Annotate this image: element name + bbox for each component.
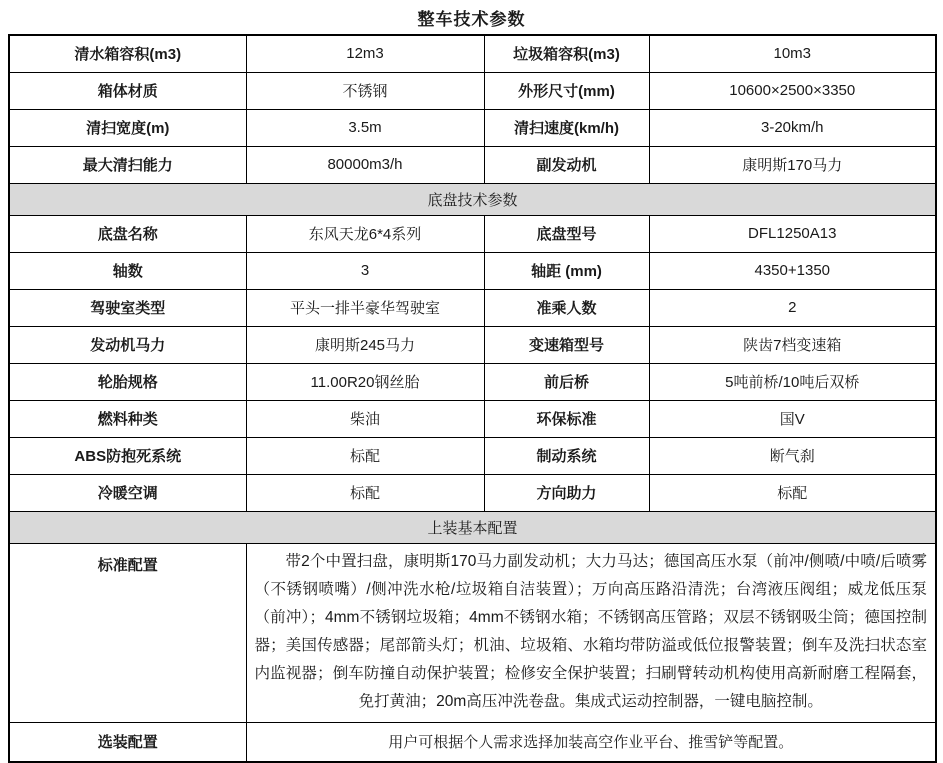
spec-label: 燃料种类: [9, 400, 246, 437]
spec-value: 柴油: [246, 400, 484, 437]
spec-label: 驾驶室类型: [9, 289, 246, 326]
optional-config-text: 用户可根据个人需求选择加装高空作业平台、推雪铲等配置。: [246, 722, 936, 762]
spec-value: 标配: [246, 474, 484, 511]
table-row: [9, 72, 936, 109]
table-row: [9, 437, 936, 474]
spec-value: 80000m3/h: [246, 146, 484, 183]
spec-value: 12m3: [246, 35, 484, 72]
table-row: [9, 326, 936, 363]
spec-label: 外形尺寸(mm): [484, 72, 649, 109]
spec-value: 4350+1350: [649, 252, 936, 289]
spec-value: 康明斯245马力: [246, 326, 484, 363]
table-row: [9, 474, 936, 511]
spec-value: 东风天龙6*4系列: [246, 215, 484, 252]
table-row: [9, 109, 936, 146]
spec-label: 发动机马力: [9, 326, 246, 363]
table-row: [9, 400, 936, 437]
spec-value: 国V: [649, 400, 936, 437]
spec-label: 底盘型号: [484, 215, 649, 252]
page-title: 整车技术参数: [417, 10, 526, 29]
optional-config-label: 选装配置: [9, 722, 246, 762]
table-row: [9, 252, 936, 289]
spec-value: DFL1250A13: [649, 215, 936, 252]
spec-label: 制动系统: [484, 437, 649, 474]
spec-label: 方向助力: [484, 474, 649, 511]
spec-label: 最大清扫能力: [9, 146, 246, 183]
spec-label: 准乘人数: [484, 289, 649, 326]
table-row: [9, 289, 936, 326]
spec-label: 前后桥: [484, 363, 649, 400]
spec-value: 康明斯170马力: [649, 146, 936, 183]
spec-label: 冷暖空调: [9, 474, 246, 511]
table-row: [9, 543, 936, 722]
spec-label: 环保标准: [484, 400, 649, 437]
table-row: [9, 146, 936, 183]
spec-label: 轴距 (mm): [484, 252, 649, 289]
spec-label: 清水箱容积(m3): [9, 35, 246, 72]
spec-value: 3.5m: [246, 109, 484, 146]
spec-label: 清扫宽度(m): [9, 109, 246, 146]
table-row: [9, 215, 936, 252]
spec-value: 3: [246, 252, 484, 289]
spec-label: ABS防抱死系统: [9, 437, 246, 474]
standard-config-label: 标准配置: [9, 543, 246, 722]
table-row: [9, 511, 936, 543]
spec-label: 轮胎规格: [9, 363, 246, 400]
spec-label: 清扫速度(km/h): [484, 109, 649, 146]
table-row: [9, 183, 936, 215]
table-row: [9, 35, 936, 72]
standard-config-text: 带2个中置扫盘，康明斯170马力副发动机；大力马达；德国高压水泵（前冲/侧喷/中喷/后喷雾（不锈钢喷嘴）/侧冲洗水枪/垃圾箱自洁装置）；万向高压路沿清洗；台湾液压阀组；威龙低压泵（前冲）；4mm不锈钢垃圾箱；4mm不锈钢水箱；不锈钢高压管路；双层不锈钢吸尘筒；德国控制器；美国传感器；尾部箭头灯；机油、垃圾箱、水箱均带防溢或低位报警装置；倒车及洗扫状态室内监视器；倒车防撞自动保护装置；检修安全保护装置；扫刷臂转动机构使用高新耐磨工程隔套，免打黄油；20m高压冲洗卷盘。集成式运动控制器，一键电脑控制。: [246, 543, 936, 722]
spec-value: 平头一排半豪华驾驶室: [246, 289, 484, 326]
spec-value: 11.00R20钢丝胎: [246, 363, 484, 400]
spec-value: 不锈钢: [246, 72, 484, 109]
spec-label: 轴数: [9, 252, 246, 289]
section-header-upper-config: 上装基本配置: [9, 511, 936, 543]
spec-label: 变速箱型号: [484, 326, 649, 363]
spec-value: 3-20km/h: [649, 109, 936, 146]
spec-label: 副发动机: [484, 146, 649, 183]
spec-value: 标配: [246, 437, 484, 474]
table-row: [9, 363, 936, 400]
table-row: [9, 722, 936, 762]
spec-table: [8, 34, 937, 763]
spec-value: 10m3: [649, 35, 936, 72]
section-header-chassis: 底盘技术参数: [9, 183, 936, 215]
spec-value: 10600×2500×3350: [649, 72, 936, 109]
spec-label: 底盘名称: [9, 215, 246, 252]
spec-label: 垃圾箱容积(m3): [484, 35, 649, 72]
spec-value: 2: [649, 289, 936, 326]
spec-value: 陕齿7档变速箱: [649, 326, 936, 363]
spec-value: 标配: [649, 474, 936, 511]
spec-value: 断气刹: [649, 437, 936, 474]
spec-label: 箱体材质: [9, 72, 246, 109]
spec-value: 5吨前桥/10吨后双桥: [649, 363, 936, 400]
